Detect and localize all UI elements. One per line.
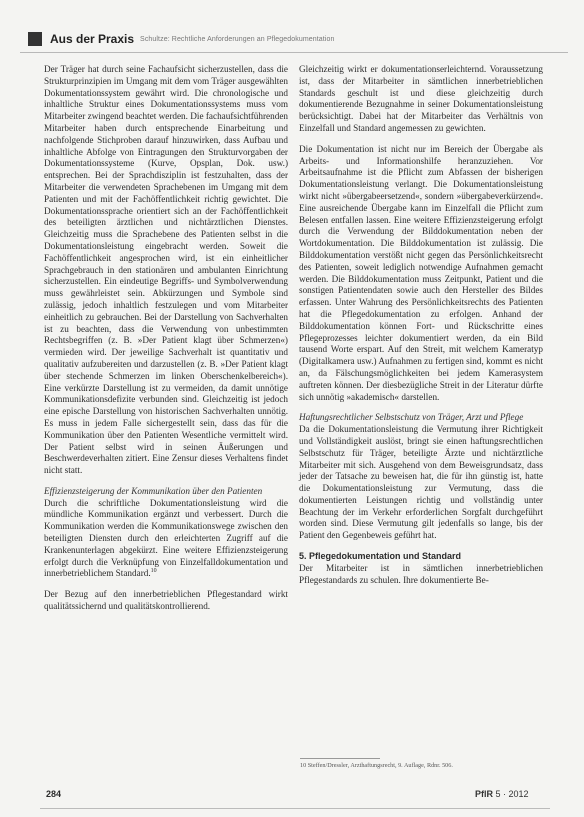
paragraph: Durch die schriftliche Dokumentationsleistung wird die mündliche Kommunikation ergänzt und verbessert. Durch die Kommunikation werden die Kommunikationswege zwischen den beteiligten Diensten durch den erleichterten Zugriff auf die Krankenunterlagen abgekürzt. Eine weitere Effizienzsteigerung erfolgt durch die Verknüpfung von Einzelfalldokumentation und innerbetrieblichem Standard. — [44, 497, 288, 579]
footer-divider — [40, 808, 550, 809]
journal-issue — [475, 789, 529, 799]
footnote: 10 Steffen/Dressler, Arzthaftungsrecht, 9. Auflage, Rdnr. 506. — [300, 762, 453, 769]
section-title: Aus der Praxis — [50, 32, 135, 46]
header-divider — [20, 52, 568, 53]
issue-number: 5 · 2012 — [495, 789, 529, 799]
running-subtitle: Schultze: Rechtliche Anforderungen an Pflegedokumentation — [140, 35, 335, 43]
running-header — [20, 28, 566, 50]
footnote-divider — [300, 758, 380, 759]
paragraph: Die Dokumentation ist nicht nur im Bereich der Übergabe als Arbeits- und Informationshilfe heranzuziehen. Vor Arbeitsaufnahme ist die Pflicht zum Abfassen der bisherigen Dokumentationsleistung verlangt. Die Dokumentationsleistung wirkt nicht »übergabeersetzend«, sondern »übergabeverkürzend«. Eine ausreichende Übergabe kann im Einzelfall die Pflicht zum Belesen entfallen lassen. Eine weitere Effizienzsteigerung erfolgt durch die Verwendung der Bilddokumentation neben der Wortdokumentation. Die Bilddokumentation ist zulässig. Die Bilddokumentation verstößt nicht gegen das Persönlichkeitsrecht des Patienten, soweit lediglich notwendige Aufnahmen gemacht werden. Die Bilddokumentation muss Zeitpunkt, Patient und die sonstigen Patientendaten sowie auch den Hersteller des Bildes erfassen. Unter Wahrung des Persönlichkeitsrechts des Patienten hat die Pflegedokumentation zu erfolgen. Anhand der Bilddokumentation können Fort- und Rückschritte eines Pflegeprozesses leichter dokumentiert werden, da ein Bild tausend Worte erspart. Auf den Streit, mit welchem Kameratyp (Digitalkamera usw.) Aufnahmen zu fertigen sind, kommt es nicht an, da Fälschungsmöglichkeiten bei jedem Kamerasystem auftreten können. Der diesbezügliche Streit in der Literatur dürfte sich unnötig »akademisch« darstellen. — [299, 143, 543, 402]
subsection — [299, 412, 543, 542]
paragraph: Der Träger hat durch seine Fachaufsicht sicherzustellen, dass die Strukturprinzipien im Umgang mit dem vom Träger ausgewählten Dokumentationssystem gewährt wird. Die chronologische und inhaltliche Struktur eines Dokumentationssystems muss vom Mitarbeiter zwingend beachtet werden. Die fachaufsichtführenden Mitarbeiter haben durch entsprechende Einarbeitung und nachfolgende Stichproben darauf hinzuwirken, dass Aufbau und inhaltliche Abfolge von Eintragungen den Strukturvorgaben der Dokumentationssysteme (Kurve, Opsplan, Dok. usw.) entsprechen. Bei der Sprachdisziplin ist festzuhalten, dass der Mitarbeiter die verwendeten Sprachebenen im Umgang mit dem Patienten und mit der Fachöffentlichkeit richtig gewichtet. Die Dokumentationssprache orientiert sich an der Fachöffentlichkeit des beteiligten ärztlichen und nichtärztlichen Dienstes. Gleichzeitig muss die Sprachebene des Patienten selbst in die Dokumentationsleistung eingebracht werden. Soweit die Fachöffentlichkeit angesprochen wird, ist ein einheitlicher Sprachgebrauch in den stationären und ambulanten Einrichtung sicherzustellen. Ein eindeutige Begriffs- und Symbolverwendung muss gewährleistet sein. Abkürzungen und Symbole sind zulässig, jedoch inhaltlich festzulegen und vom Mitarbeiter einheitlich zu gebrauchen. Bei der Darstellung von Sachverhalten ist zu beachten, dass die Verwendung von unbestimmten Rechtsbegriffen (z. B. »Der Patient klagt über Schmerzen«) vermieden wird. Der jeweilige Sachverhalt ist quantitativ und qualitativ aufzubereiten und darzustellen (z. B. »Der Patient klagt über stechende Schmerzen im linken Oberschenkelbereich«). Eine verkürzte Darstellung ist zu vermeiden, da damit unnötige Kommunikationsdefizite verbunden sind. Gleichzeitig ist jedoch eine epische Darstellung von historischen Sachverhalten unnötig. Es muss in jedem Falle sichergestellt sein, dass das für die Kommunikation über den Patienten Wesentliche vermittelt wird. Der Patient selbst wird in seinen Äußerungen und Beschwerdeverhalten zitiert. Eine Zensur dieses Verhaltens findet nicht statt. — [44, 64, 288, 476]
paragraph: Gleichzeitig wirkt er dokumentationserleichternd. Voraussetzung ist, dass der Mitarbeiter in sämtlichen innerbetrieblichen Standards geschult ist und diese gleichzeitig durch dokumentierende Bezugnahme in seiner Dokumentationsleistung berücksichtigt. Dabei hat der Mitarbeiter das Verhältnis von Einzelfall und Standard angemessen zu gewichten. — [299, 64, 543, 133]
subsection — [44, 486, 288, 580]
footnote-marker: 10 — [150, 568, 157, 575]
section-heading: 5. Pflegedokumentation und Standard — [299, 551, 462, 562]
paragraph: Der Bezug auf den innerbetrieblichen Pflegestandard wirkt qualitätssichernd und qualitätskontrollierend. — [44, 589, 288, 612]
right-column — [299, 64, 543, 595]
left-column — [44, 64, 288, 622]
section-marker-icon — [28, 32, 42, 46]
paragraph: Da die Dokumentationsleistung die Vermutung ihrer Richtigkeit und Vollständigkeit auslöst, bringt sie einen haftungsrechtlichen Selbstschutz für Träger, beteiligte Ärzte und nichtärztliche Mitarbeiter mit sich. Ausgehend von dem Beweisgrundsatz, dass jeder der Tatsache zu beweisen hat, die für ihn günstig ist, hatte die Dokumentationsleistung zur Vermutung, dass die dokumentierten Leistungen richtig und vollständig unter Beachtung der im Verkehr erforderlichen Sorgfalt durchgeführt worden sind. Diese Vermutung gilt jedenfalls so lange, bis der Patient den Gegenbeweis geführt hat. — [299, 424, 543, 541]
section — [299, 551, 543, 586]
paragraph: Der Mitarbeiter ist in sämtlichen innerbetrieblichen Pflegestandards zu schulen. Ihre dokumentierte Be- — [299, 562, 543, 585]
page-number: 284 — [46, 789, 62, 799]
subsection-heading: Haftungsrechtlicher Selbstschutz von Träger, Arzt und Pflege — [299, 412, 524, 423]
subsection-heading: Effizienzsteigerung der Kommunikation über den Patienten — [44, 485, 263, 496]
journal-name: PflR — [475, 789, 493, 799]
